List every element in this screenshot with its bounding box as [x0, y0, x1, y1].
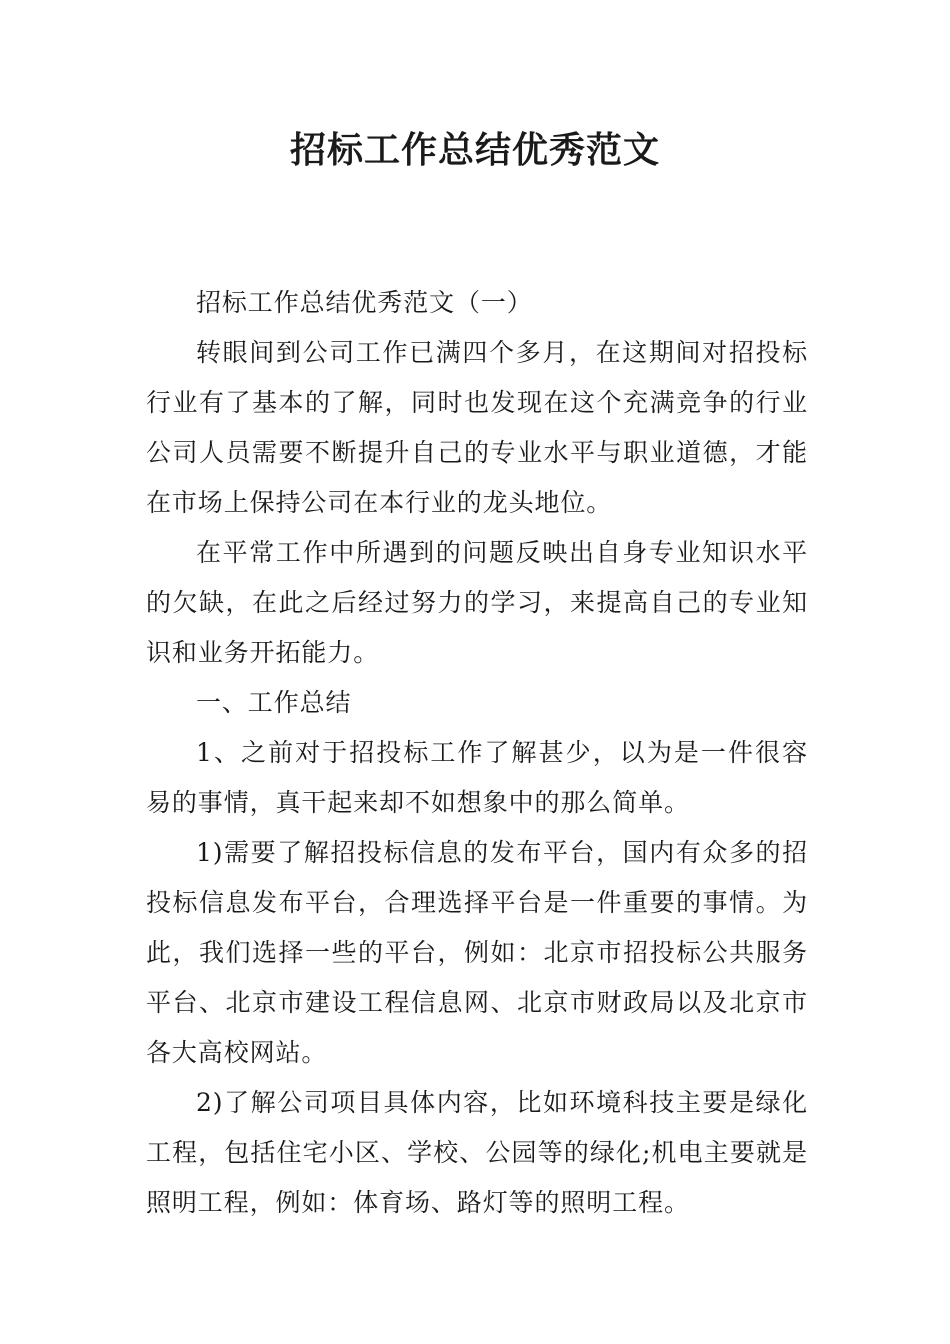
paragraph-subtitle: 招标工作总结优秀范文（一） — [196, 288, 533, 317]
paragraph-subpoint-2: 2)了解公司项目具体内容，比如环境科技主要是绿化工程，包括住宅小区、学校、公园等的绿化;机电主要就是照明工程，例如：体育场、路灯等的照明工程。 — [146, 1088, 808, 1217]
document-title: 招标工作总结优秀范文 — [289, 130, 660, 171]
paragraph-knowledge: 在平常工作中所遇到的问题反映出自身专业知识水平的欠缺，在此之后经过努力的学习，来提高自己的专业知识和业务开拓能力。 — [146, 538, 808, 667]
paragraph-point-1: 1、之前对于招投标工作了解甚少，以为是一件很容易的事情，真干起来却不如想象中的那么简单。 — [146, 738, 808, 817]
document-body — [146, 278, 808, 1228]
section-heading-work-summary: 一、工作总结 — [196, 688, 352, 717]
paragraph-subpoint-1: 1)需要了解招投标信息的发布平台，国内有众多的招投标信息发布平台，合理选择平台是一件重要的事情。为此，我们选择一些的平台，例如：北京市招投标公共服务平台、北京市建设工程信息网、北京市财政局以及北京市各大高校网站。 — [146, 838, 808, 1067]
paragraph-intro: 转眼间到公司工作已满四个多月，在这期间对招投标行业有了基本的了解，同时也发现在这个充满竞争的行业公司人员需要不断提升自己的专业水平与职业道德，才能在市场上保持公司在本行业的龙头地位。 — [146, 338, 808, 517]
